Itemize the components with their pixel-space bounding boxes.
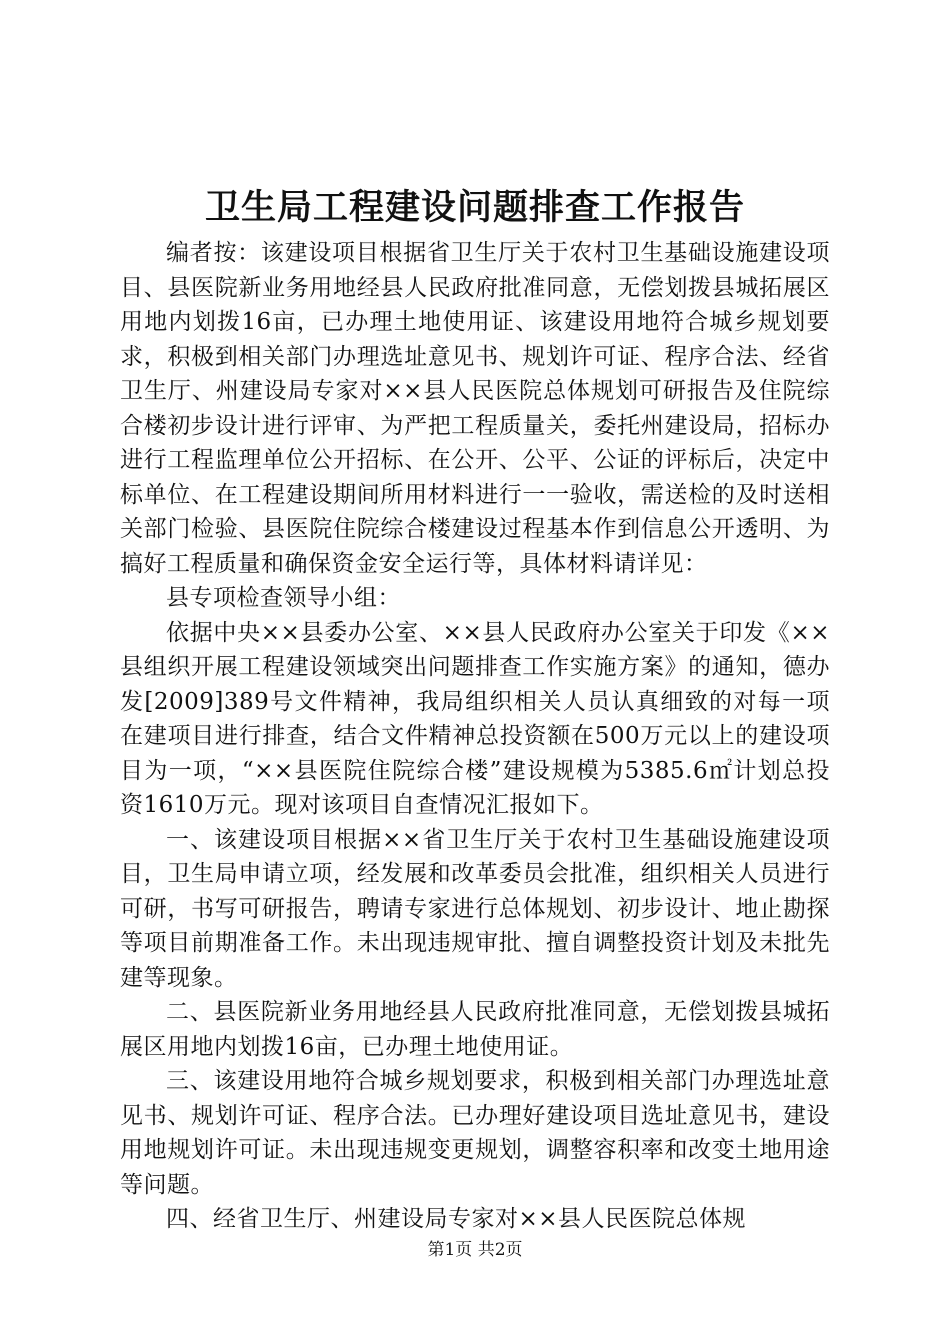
page-title: 卫生局工程建设问题排查工作报告 [204,187,745,228]
paragraph-item-1: 一、该建设项目根据××省卫生厅关于农村卫生基础设施建设项目，卫生局申请立项，经发展和改革委员会批准，组织相关人员进行可研，书写可研报告，聘请专家进行总体规划、初步设计、地止勘探等项目前期准备工作。未出现违规审批、擅自调整投资计划及未批先建等现象。 [120,826,830,991]
document-body [120,236,830,1237]
paragraph-item-3: 三、该建设用地符合城乡规划要求，积极到相关部门办理选址意见书、规划许可证、程序合法。已办理好建设项目选址意见书，建设用地规划许可证。未出现违规变更规划，调整容积率和改变土地用途等问题。 [120,1068,830,1198]
paragraph-addressee: 县专项检查领导小组： [166,585,401,611]
page-number-footer: 第1页 共2页 [427,1240,523,1260]
paragraph-basis: 依据中央××县委办公室、××县人民政府办公室关于印发《××县组织开展工程建设领域突出问题排查工作实施方案》的通知，德办发[2009]389号文件精神，我局组织相关人员认真细致的对每一项在建项目进行排查，结合文件精神总投资额在500万元以上的建设项目为一项，“××县医院住院综合楼”建设规模为5385.6㎡计划总投资1610万元。现对该项目自查情况汇报如下。 [120,619,830,818]
paragraph-editor-note: 编者按：该建设项目根据省卫生厅关于农村卫生基础设施建设项目、县医院新业务用地经县人民政府批准同意，无偿划拨县城拓展区用地内划拨16亩，已办理土地使用证、该建设用地符合城乡规划要求，积极到相关部门办理选址意见书、规划许可证、程序合法、经省卫生厅、州建设局专家对××县人民医院总体规划可研报告及住院综合楼初步设计进行评审、为严把工程质量关，委托州建设局，招标办进行工程监理单位公开招标、在公开、公平、公证的评标后，决定中标单位、在工程建设期间所用材料进行一一验收，需送检的及时送相关部门检验、县医院住院综合楼建设过程基本作到信息公开透明、为搞好工程质量和确保资金安全运行等，具体材料请详见： [120,240,830,577]
paragraph-item-4: 四、经省卫生厅、州建设局专家对××县人民医院总体规 [166,1206,747,1232]
paragraph-item-2: 二、县医院新业务用地经县人民政府批准同意，无偿划拨县城拓展区用地内划拨16亩，已办理土地使用证。 [120,999,830,1060]
